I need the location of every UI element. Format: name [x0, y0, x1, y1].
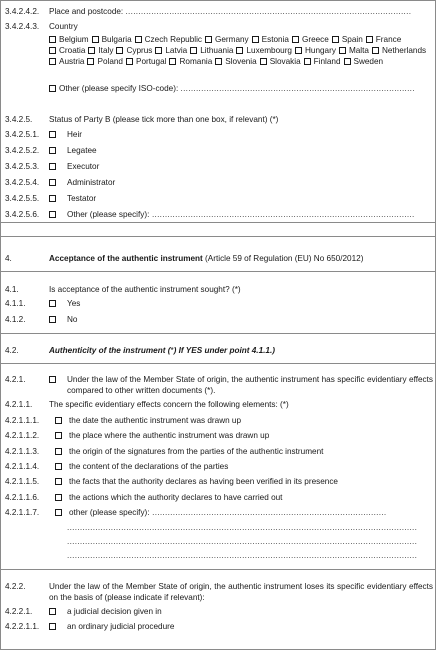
effect-checkbox[interactable]: [55, 432, 62, 439]
effect-checkbox[interactable]: [55, 494, 62, 501]
yes-checkbox[interactable]: [49, 300, 56, 307]
country-option[interactable]: [332, 34, 363, 45]
specific-effects-checkbox[interactable]: [49, 376, 56, 383]
country-option[interactable]: [87, 56, 123, 67]
checkbox[interactable]: [236, 47, 243, 54]
effect-label: the place where the authentic instrument was drawn up: [69, 431, 270, 440]
checkbox[interactable]: [135, 36, 142, 43]
country-option[interactable]: [252, 34, 289, 45]
country-option[interactable]: [49, 56, 84, 67]
checkbox[interactable]: [169, 58, 176, 65]
item-number: 4.2.2.1.1.: [5, 622, 40, 631]
item-number: 4.2.1.1.3.: [5, 447, 40, 456]
divider: [1, 222, 435, 223]
item-number: 4.2.1.1.1.: [5, 416, 40, 425]
checkbox[interactable]: [304, 58, 311, 65]
country-option[interactable]: [126, 56, 167, 67]
item-number: 3.4.2.4.3.: [5, 22, 40, 31]
item-number: 3.4.2.5.3.: [5, 162, 40, 171]
country-list: [49, 34, 435, 67]
country-other-field[interactable]: ...........................................................................................: [180, 84, 415, 93]
checkbox[interactable]: [295, 47, 302, 54]
item-number: 3.4.2.5.5.: [5, 194, 40, 203]
checkbox[interactable]: [87, 58, 94, 65]
item-number: 4.2.1.1.2.: [5, 431, 40, 440]
country-option[interactable]: [116, 45, 152, 56]
other-spec-field[interactable]: ........................................................................................................................................: [67, 551, 418, 560]
status-label: Executor: [67, 162, 100, 171]
checkbox[interactable]: [260, 58, 267, 65]
country-name: Hungary: [304, 46, 336, 55]
no-checkbox[interactable]: [49, 316, 56, 323]
country-name: France: [375, 35, 402, 44]
item-number: 3.4.2.5.2.: [5, 146, 40, 155]
item-number: 3.4.2.5.1.: [5, 130, 40, 139]
country-name: Slovakia: [269, 57, 301, 66]
checkbox[interactable]: [332, 36, 339, 43]
checkbox[interactable]: [88, 47, 95, 54]
checkbox[interactable]: [372, 47, 379, 54]
divider: [1, 569, 435, 570]
country-name: Portugal: [135, 57, 167, 66]
checkbox[interactable]: [252, 36, 259, 43]
effect-other-field[interactable]: ...........................................................................................: [149, 508, 387, 517]
country-name: Spain: [341, 35, 363, 44]
country-option[interactable]: [135, 34, 202, 45]
checkbox[interactable]: [339, 47, 346, 54]
country-name: Italy: [98, 46, 114, 55]
country-option[interactable]: [155, 45, 187, 56]
country-name: Germany: [214, 35, 249, 44]
country-label: Country: [49, 22, 78, 31]
status-label: Administrator: [67, 178, 116, 187]
country-name: Lithuania: [200, 46, 234, 55]
item-number: 4.2.1.: [5, 375, 26, 384]
effect-label: the facts that the authority declares as having been verified in its presence: [69, 477, 338, 486]
item-number: 4.1.1.: [5, 299, 26, 308]
country-option[interactable]: [88, 45, 113, 56]
checkbox[interactable]: [49, 36, 56, 43]
divider: [1, 236, 435, 237]
other-spec-field[interactable]: ........................................................................................................................................: [67, 523, 418, 532]
country-name: Latvia: [165, 46, 188, 55]
item-number: 4.2.1.1.7.: [5, 508, 40, 517]
country-name: Finland: [313, 57, 341, 66]
acceptance-sought-label: Is acceptance of the authentic instrument sought? (*): [49, 285, 241, 294]
divider: [1, 333, 435, 334]
effect-label: the content of the declarations of the parties: [69, 462, 229, 471]
country-name: Slovenia: [225, 57, 257, 66]
status-checkbox[interactable]: [49, 179, 56, 186]
country-option[interactable]: [236, 45, 292, 56]
effect-label: the origin of the signatures from the parties of the authentic instrument: [69, 447, 324, 456]
status-label: Testator: [67, 194, 97, 203]
country-name: Poland: [97, 57, 123, 66]
ordinary-procedure-label: an ordinary judicial procedure: [67, 622, 175, 631]
status-label: Legatee: [67, 146, 97, 155]
item-number: 4.2.1.1.4.: [5, 462, 40, 471]
ordinary-procedure-checkbox[interactable]: [49, 623, 56, 630]
effect-checkbox[interactable]: [55, 448, 62, 455]
item-number: 4.2.2.1.: [5, 607, 33, 616]
checkbox[interactable]: [155, 47, 162, 54]
checkbox[interactable]: [366, 36, 373, 43]
item-number: 4.2.: [5, 346, 19, 355]
country-option[interactable]: [49, 45, 85, 56]
country-name: Austria: [59, 57, 85, 66]
effect-checkbox[interactable]: [55, 463, 62, 470]
checkbox[interactable]: [205, 36, 212, 43]
checkbox[interactable]: [190, 47, 197, 54]
status-checkbox[interactable]: [49, 195, 56, 202]
judicial-decision-checkbox[interactable]: [49, 608, 56, 615]
checkbox[interactable]: [215, 58, 222, 65]
status-checkbox[interactable]: [49, 131, 56, 138]
country-option[interactable]: [366, 34, 401, 45]
divider: [1, 271, 435, 272]
checkbox[interactable]: [49, 85, 56, 92]
yes-label: Yes: [67, 299, 81, 308]
section-number: 4.: [5, 254, 12, 263]
status-checkbox[interactable]: [49, 211, 56, 218]
status-party-b-label: Status of Party B (please tick more than one box, if relevant) (*): [49, 115, 279, 124]
status-checkbox[interactable]: [49, 147, 56, 154]
authenticity-title: Authenticity of the instrument: [49, 346, 166, 355]
section-title: Acceptance of the authentic instrument: [49, 254, 203, 263]
country-option[interactable]: [344, 56, 384, 67]
checkbox[interactable]: [49, 47, 56, 54]
item-number: 4.2.1.1.5.: [5, 477, 40, 486]
country-other-label: Other (please specify ISO-code):: [59, 84, 179, 93]
country-name: Romania: [179, 57, 213, 66]
country-option[interactable]: [169, 56, 212, 67]
item-number: 4.2.1.1.6.: [5, 493, 40, 502]
status-label: Heir: [67, 130, 83, 139]
checkbox[interactable]: [292, 36, 299, 43]
form-page: 3.4.2.4.2. Place and postcode: ............................................................................................................... 3.4.2.4.3. Country Belgium Bulgaria Czech Republic Germany Estonia Greece Spain FranceCroatia Italy Cyprus Latvia Lithuania Luxembourg Hungary Malta NetherlandsAustria Poland Portugal Romania Slovenia Slovakia Finland Sweden Other (please specify ISO-code): ........................................................................................... 3.4.2.5. Status of Party B (please tick more than one box, if relevant) (*) 3.4.2.5.1. Heir 3.4.2.5.2. Legatee 3.4.2.5.3. Executor 3.4.2.5.4. Administrator 3.4.2.5.5. Testator 3.4.2.5.6. Other (please specify): ...................................................................................................... 4. Acceptance of the authentic instrument (Article 59 of Regulation (EU) No 650/2012) 4.1. Is acceptance of the authentic instrument sought? (*) 4.1.1. Yes 4.1.2. No 4.2. Authenticity of the instrument (*) If YES under point 4.1.1.) 4.2.1. Under the law of the Member State of origin, the authentic instrument has specific evidentiary effects compared to other written documents (*). 4.2.1.1. The specific evidentiary effects concern the following elements: (*) 4.2.1.1.1. the date the authentic instrument was drawn up 4.2.1.1.2. the place where the authentic instrument was drawn up 4.2.1.1.3. the origin of the signatures from the parties of the authentic instrument 4.2.1.1.4. the content of the declarations of the parties 4.2.1.1.5. the facts that the authority declares as having been verified in its presence 4.2.1.1.6. the actions which the authority declares to have carried out 4.2.1.1.7. other (please specify): ........................................................................................... ........................................................................................................................................ ........................................................................................................................................ ........................................................................................................................................ 4.2.2. Under the law of the Member State of origin, the authentic instrument loses its specific evidentiary effects on the basis of (please indicate if relevant): 4.2.2.1. a judicial decision given in 4.2.2.1.1. an ordinary judicial procedure: [0, 0, 436, 650]
specific-effects-label: Under the law of the Member State of origin, the authentic instrument has specific evidentiary effects compared to other written documents (*).: [67, 375, 433, 395]
item-number: 4.2.1.1.: [5, 400, 33, 409]
checkbox[interactable]: [344, 58, 351, 65]
country-name: Croatia: [59, 46, 86, 55]
divider: [1, 363, 435, 364]
country-name: Estonia: [261, 35, 289, 44]
other-spec-field[interactable]: ........................................................................................................................................: [67, 537, 418, 546]
effect-label: the actions which the authority declares to have carried out: [69, 493, 283, 502]
country-name: Malta: [348, 46, 369, 55]
section-reference: (Article 59 of Regulation (EU) No 650/2012): [202, 254, 364, 263]
status-other-field[interactable]: ......................................................................................................: [149, 210, 415, 219]
country-name: Netherlands: [381, 46, 427, 55]
country-name: Greece: [301, 35, 329, 44]
country-name: Sweden: [353, 57, 384, 66]
country-option[interactable]: [292, 34, 329, 45]
item-number: 4.1.2.: [5, 315, 26, 324]
country-option[interactable]: [190, 45, 233, 56]
effect-label: the date the authentic instrument was drawn up: [69, 416, 242, 425]
status-label: Other (please specify):: [67, 210, 150, 219]
checkbox[interactable]: [116, 47, 123, 54]
item-number: 3.4.2.4.2.: [5, 7, 40, 16]
effect-checkbox[interactable]: [55, 417, 62, 424]
effect-checkbox[interactable]: [55, 478, 62, 485]
country-option[interactable]: [372, 45, 426, 56]
loses-effects-label: Under the law of the Member State of origin, the authentic instrument loses its specific evidentiary effects on the basis of (please indicate if relevant):: [49, 582, 433, 602]
country-option[interactable]: [304, 56, 341, 67]
effect-checkbox[interactable]: [55, 509, 62, 516]
effects-elements-label: The specific evidentiary effects concern the following elements: (*): [49, 400, 289, 409]
checkbox[interactable]: [49, 58, 56, 65]
country-name: Belgium: [59, 35, 89, 44]
item-number: 3.4.2.5.6.: [5, 210, 40, 219]
country-option[interactable]: [260, 56, 301, 67]
country-option[interactable]: [295, 45, 336, 56]
item-number: 4.1.: [5, 285, 19, 294]
checkbox[interactable]: [126, 58, 133, 65]
country-option[interactable]: [92, 34, 132, 45]
place-postcode-label: Place and postcode:: [49, 7, 124, 16]
country-name: Bulgaria: [101, 35, 132, 44]
item-number: 4.2.2.: [5, 582, 26, 591]
country-name: Czech Republic: [144, 35, 202, 44]
country-option[interactable]: [339, 45, 369, 56]
item-number: 3.4.2.5.: [5, 115, 33, 124]
country-option[interactable]: [215, 56, 256, 67]
effect-label: other (please specify):: [69, 508, 150, 517]
place-postcode-field[interactable]: ...............................................................................................................: [125, 7, 412, 16]
country-name: Luxembourg: [246, 46, 292, 55]
judicial-decision-label: a judicial decision given in: [67, 607, 162, 616]
no-label: No: [67, 315, 78, 324]
item-number: 3.4.2.5.4.: [5, 178, 40, 187]
country-option[interactable]: [49, 34, 89, 45]
status-checkbox[interactable]: [49, 163, 56, 170]
country-name: Cyprus: [126, 46, 153, 55]
checkbox[interactable]: [92, 36, 99, 43]
country-option[interactable]: [205, 34, 249, 45]
